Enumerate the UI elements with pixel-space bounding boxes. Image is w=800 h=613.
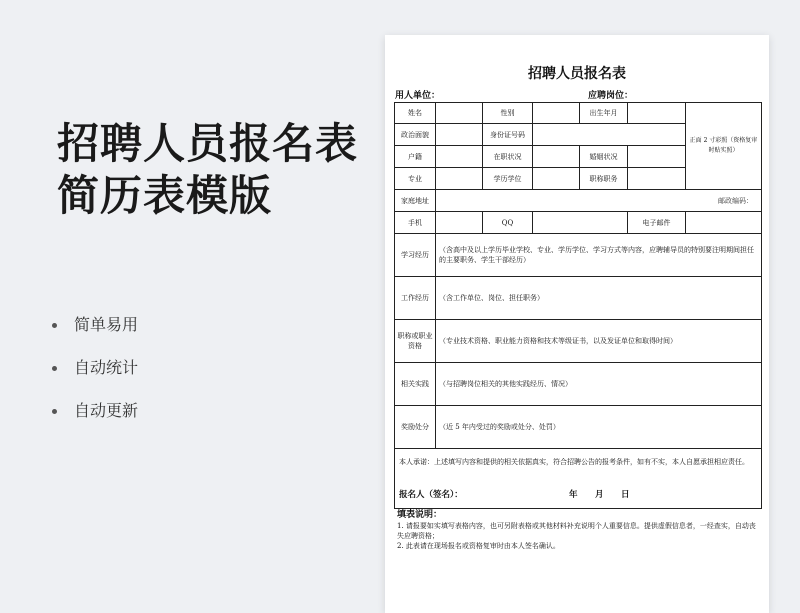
- postcode-label: 邮政编码：: [718, 196, 753, 205]
- birth-label: 出生年月: [580, 103, 628, 124]
- workstatus-label: 在职状况: [483, 146, 533, 168]
- marital-field[interactable]: [628, 146, 686, 168]
- gender-field[interactable]: [533, 103, 580, 124]
- email-label: 电子邮件: [628, 212, 686, 234]
- major-label: 专业: [395, 168, 436, 190]
- section-label: 职称或职业资格: [395, 320, 436, 363]
- qq-field[interactable]: [533, 212, 628, 234]
- position-label: 应聘岗位：: [588, 91, 634, 101]
- section-note[interactable]: （含高中及以上学历毕业学校、专业、学历学位、学习方式等内容，应聘辅导员的特别要注明期间担任的主要职务、学生干部经历）: [436, 234, 762, 277]
- section-note[interactable]: （专业技术资格、职业能力资格和技术等级证书，以及发证单位和取得时间）: [436, 320, 762, 363]
- birth-field[interactable]: [628, 103, 686, 124]
- workstatus-field[interactable]: [533, 146, 580, 168]
- form-sheet: [385, 35, 769, 613]
- feature-list: [52, 314, 138, 443]
- section-label: 工作经历: [395, 277, 436, 320]
- gender-label: 性别: [483, 103, 533, 124]
- form-title: 招聘人员报名表: [528, 66, 626, 82]
- section-note[interactable]: （近 5 年内受过的奖励或处分、处罚）: [436, 406, 762, 449]
- title-job-label: 职称职务: [580, 168, 628, 190]
- feature-item: [52, 357, 138, 400]
- phone-field[interactable]: [436, 212, 483, 234]
- photo-box: 正面 2 寸彩照（资格复审时贴实照）: [686, 103, 762, 190]
- marital-label: 婚姻状况: [580, 146, 628, 168]
- month-label: 月: [595, 490, 604, 500]
- section-label: 相关实践: [395, 363, 436, 406]
- address-field[interactable]: [436, 190, 762, 212]
- application-form-table: [394, 102, 762, 509]
- bullet-icon: [52, 323, 57, 328]
- employer-label: 用人单位：: [395, 91, 441, 101]
- politics-field[interactable]: [436, 124, 483, 146]
- education-field[interactable]: [533, 168, 580, 190]
- section-note[interactable]: （与招聘岗位相关的其他实践经历、情况）: [436, 363, 762, 406]
- feature-item: [52, 400, 138, 443]
- section-note[interactable]: （含工作单位、岗位、担任职务）: [436, 277, 762, 320]
- instruction-item: 1. 请报要如实填写表格内容，也可另附表格或其他材料补充说明个人重要信息。提供虚假信息者，一经查实，自动丧失应聘资格；: [397, 522, 756, 540]
- idno-label: 身份证号码: [483, 124, 533, 146]
- hukou-field[interactable]: [436, 146, 483, 168]
- hero-title: [57, 118, 358, 222]
- hukou-label: 户籍: [395, 146, 436, 168]
- qq-label: QQ: [483, 212, 533, 234]
- feature-label: 简单易用: [74, 315, 139, 334]
- feature-label: 自动统计: [74, 358, 139, 377]
- bullet-icon: [52, 409, 57, 414]
- pledge-cell: [395, 449, 762, 509]
- instructions-title: 填表说明：: [397, 510, 443, 520]
- pledge-text: 本人承诺：上述填写内容和提供的相关依据真实，符合招聘公告的报考条件，如有不实，本人自愿承担相应责任。: [399, 458, 749, 466]
- hero-title-line-1: 招聘人员报名表: [57, 119, 359, 168]
- email-field[interactable]: [686, 212, 762, 234]
- feature-label: 自动更新: [74, 401, 139, 420]
- section-label: 学习经历: [395, 234, 436, 277]
- year-label: 年: [569, 490, 578, 500]
- title-job-field[interactable]: [628, 168, 686, 190]
- name-field[interactable]: [436, 103, 483, 124]
- politics-label: 政治面貌: [395, 124, 436, 146]
- signature-row: [399, 490, 757, 500]
- name-label: 姓名: [395, 103, 436, 124]
- idno-field[interactable]: [533, 124, 686, 146]
- instruction-item: 2. 此表请在现场报名或资格复审时由本人签名确认。: [397, 542, 560, 550]
- day-label: 日: [621, 490, 630, 500]
- bullet-icon: [52, 366, 57, 371]
- instructions: [397, 510, 757, 551]
- sign-label: 报名人（签名）：: [399, 490, 463, 500]
- education-label: 学历学位: [483, 168, 533, 190]
- hero-title-line-2: 简历表模版: [57, 171, 273, 220]
- phone-label: 手机: [395, 212, 436, 234]
- address-label: 家庭地址: [395, 190, 436, 212]
- section-label: 奖励处分: [395, 406, 436, 449]
- feature-item: [52, 314, 138, 357]
- major-field[interactable]: [436, 168, 483, 190]
